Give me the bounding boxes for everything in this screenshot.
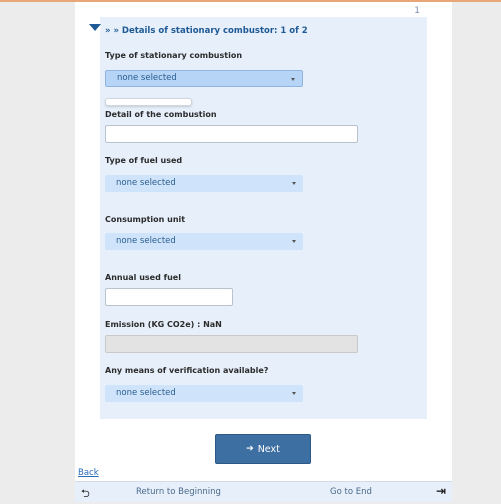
- undo-arrow-icon[interactable]: ⮌: [81, 487, 90, 500]
- combustion-type-select[interactable]: [105, 70, 303, 87]
- dropdown-popup[interactable]: [105, 98, 192, 106]
- annual-fuel-label: Annual used fuel: [105, 273, 181, 282]
- combustion-detail-label: Detail of the combustion: [105, 110, 217, 119]
- combustion-type-label: Type of stationary combustion: [105, 51, 243, 60]
- annual-fuel-input[interactable]: [105, 288, 233, 306]
- go-to-end-link[interactable]: Go to End: [330, 487, 372, 497]
- verification-select[interactable]: [105, 385, 303, 402]
- verification-label: Any means of verification available?: [105, 366, 269, 375]
- chevron-down-icon: [292, 240, 296, 243]
- combustion-detail-input[interactable]: [105, 125, 358, 143]
- triangle-down-icon[interactable]: [89, 24, 101, 31]
- next-button[interactable]: [215, 434, 311, 464]
- fuel-type-select[interactable]: [105, 175, 303, 192]
- back-link[interactable]: Back: [78, 468, 99, 478]
- page-number: 1: [414, 6, 420, 16]
- fuel-type-label: Type of fuel used: [105, 156, 183, 165]
- next-button-label: Next: [257, 443, 280, 455]
- arrow-to-end-icon[interactable]: ⇥: [435, 484, 446, 498]
- emission-output: [105, 335, 358, 353]
- stationary-combustor-panel: [100, 17, 427, 419]
- chevron-down-icon: [291, 78, 295, 81]
- arrow-right-icon: ➔: [246, 444, 254, 454]
- fuel-type-value: none selected: [116, 178, 176, 188]
- survey-page: [75, 2, 452, 499]
- chevron-down-icon: [292, 392, 296, 395]
- verification-value: none selected: [116, 388, 176, 398]
- consumption-unit-label: Consumption unit: [105, 215, 186, 224]
- consumption-unit-select[interactable]: [105, 233, 303, 250]
- consumption-unit-value: none selected: [116, 236, 176, 246]
- section-title[interactable]: » » Details of stationary combustor: 1 of 2: [105, 26, 308, 36]
- combustion-type-value: none selected: [117, 73, 177, 83]
- chevron-down-icon: [292, 182, 296, 185]
- return-to-beginning-link[interactable]: Return to Beginning: [136, 487, 221, 497]
- emission-label: Emission (KG CO2e) : NaN: [105, 320, 222, 329]
